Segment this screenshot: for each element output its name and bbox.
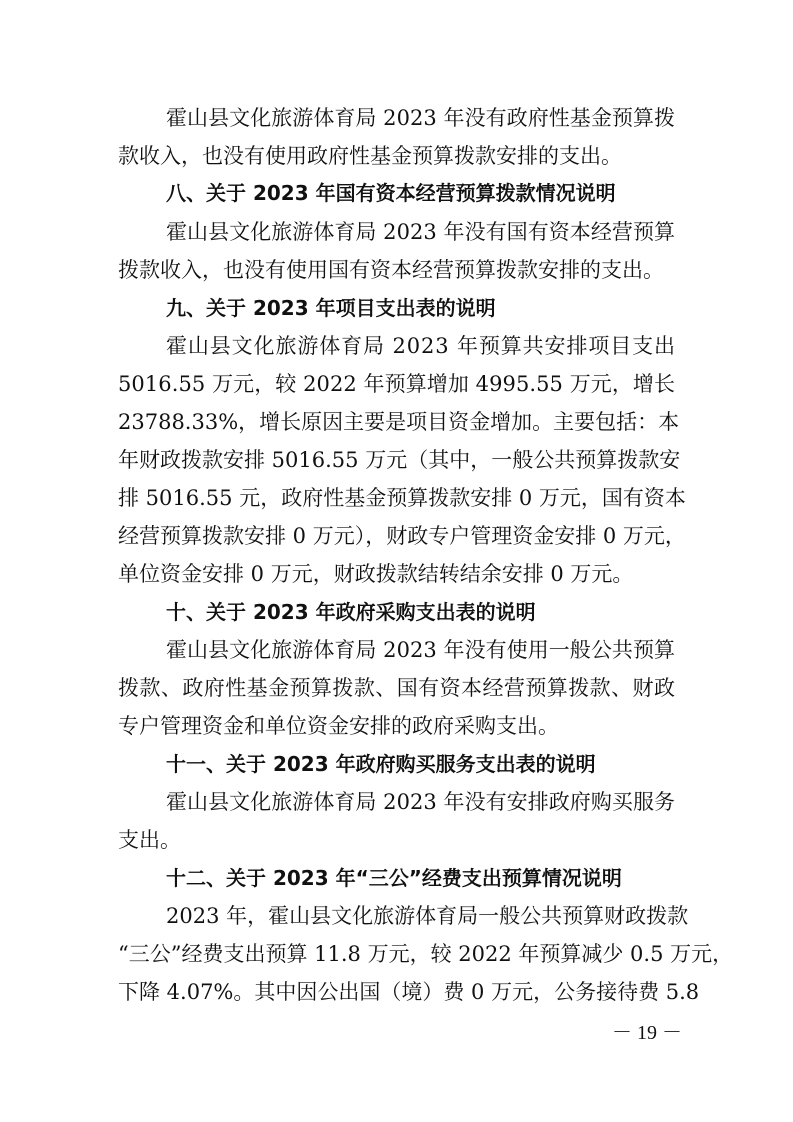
paragraph-line: 拨款、政府性基金预算拨款、国有资本经营预算拨款、财政: [118, 676, 676, 700]
paragraph-line: 霍山县文化旅游体育局 2023 年没有使用一般公共预算: [166, 638, 676, 662]
paragraph-line: 专户管理资金和单位资金安排的政府采购支出。: [118, 714, 559, 738]
paragraph-line: “三公”经费支出预算 11.8 万元，较 2022 年预算减少 0.5 万元，: [118, 942, 734, 966]
section-heading: 八、关于 2023 年国有资本经营预算拨款情况说明: [166, 181, 616, 205]
paragraph-line: 款收入，也没有使用政府性基金预算拨款安排的支出。: [118, 144, 622, 168]
paragraph-line: 23788.33%，增长原因主要是项目资金增加。主要包括：本: [118, 410, 680, 434]
section-heading: 十一、关于 2023 年政府购买服务支出表的说明: [166, 752, 596, 776]
section-heading: 九、关于 2023 年项目支出表的说明: [166, 296, 496, 320]
paragraph-line: 霍山县文化旅游体育局 2023 年没有安排政府购买服务: [166, 790, 676, 814]
paragraph-line: 5016.55 万元，较 2022 年预算增加 4995.55 万元，增长: [118, 372, 676, 396]
page-number: － 19 －: [612, 1022, 682, 1044]
paragraph-line: 拨款收入，也没有使用国有资本经营预算拨款安排的支出。: [118, 258, 664, 282]
paragraph-line: 霍山县文化旅游体育局 2023 年预算共安排项目支出: [166, 334, 676, 358]
paragraph-line: 经营预算拨款安排 0 万元），财政专户管理资金安排 0 万元，: [118, 524, 686, 548]
paragraph-line: 霍山县文化旅游体育局 2023 年没有国有资本经营预算: [166, 220, 676, 244]
paragraph-line: 下降 4.07%。其中因公出国（境）费 0 万元，公务接待费 5.8: [118, 980, 700, 1004]
paragraph-line: 年财政拨款安排 5016.55 万元（其中，一般公共预算拨款安: [118, 448, 681, 472]
section-heading: 十二、关于 2023 年“三公”经费支出预算情况说明: [166, 866, 622, 890]
paragraph-line: 支出。: [118, 828, 181, 852]
paragraph-line: 单位资金安排 0 万元，财政拨款结转结余安排 0 万元。: [118, 562, 634, 586]
paragraph-line: 排 5016.55 元，政府性基金预算拨款安排 0 万元，国有资本: [118, 486, 686, 510]
paragraph-line: 霍山县文化旅游体育局 2023 年没有政府性基金预算拨: [166, 106, 676, 130]
paragraph-line: 2023 年，霍山县文化旅游体育局一般公共预算财政拨款: [166, 904, 689, 928]
section-heading: 十、关于 2023 年政府采购支出表的说明: [166, 600, 536, 624]
